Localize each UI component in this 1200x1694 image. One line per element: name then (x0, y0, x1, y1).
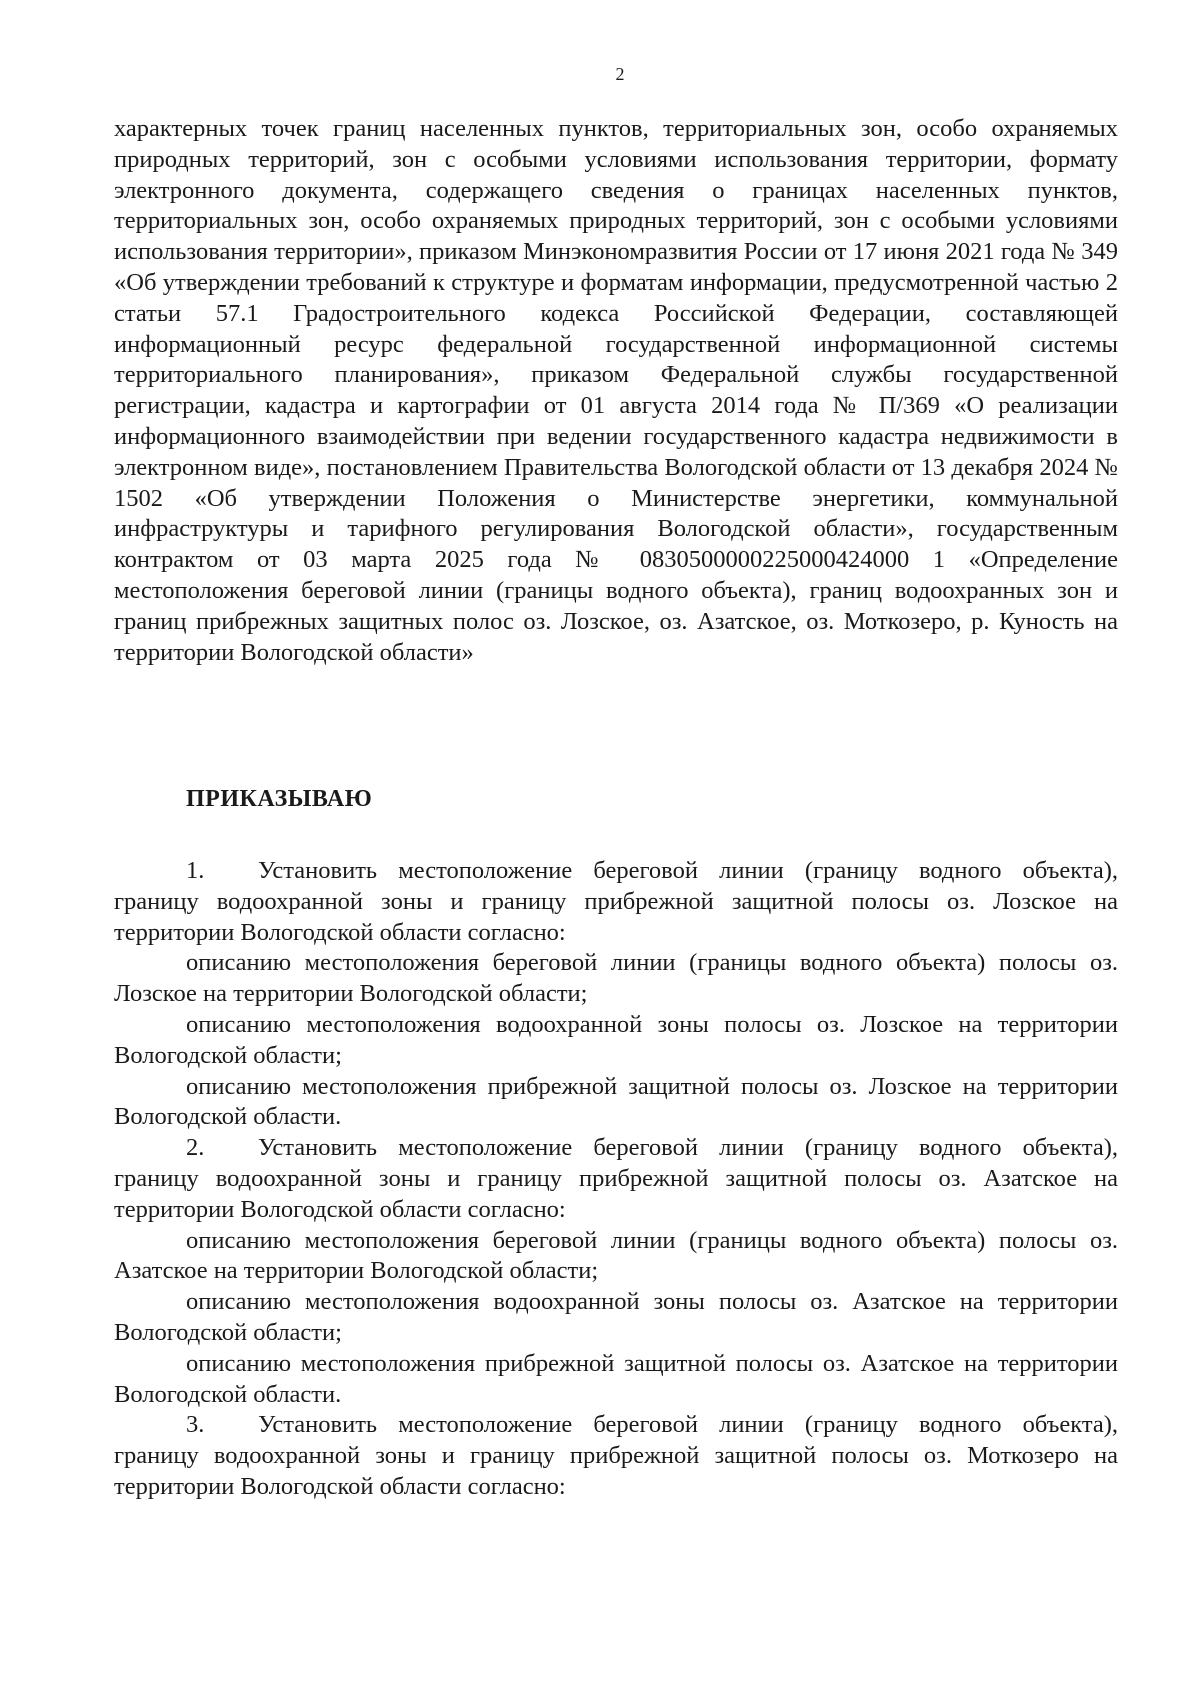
page-number: 2 (615, 64, 625, 84)
order-item-2 (114, 1133, 1118, 1225)
preamble-paragraph: характерных точек границ населенных пунктов, территориальных зон, особо охраняемых природных территорий, зон с особыми условиями использования территории, формату электронного документа, содержащего сведения о границах населенных пунктов, территориальных зон, особо охраняемых природных территорий, зон с особыми условиями использования территории», приказом Минэкономразвития России от 17 июня 2021 года № 349 «Об утверждении требований к структуре и форматам информации, предусмотренной частью 2 статьи 57.1 Градостроительного кодекса Российской Федерации, составляющей информационный ресурс федеральной государственной информационной системы территориального планирования», приказом Федеральной службы государственной регистрации, кадастра и картографии от 01 августа 2014 года № П/369 «О реализации информационного взаимодействии при ведении государственного кадастра недвижимости в электронном виде», постановлением Правительства Вологодской области от 13 декабря 2024 № 1502 «Об утверждении Положения о Министерстве энергетики, коммунальной инфраструктуры и тарифного регулирования Вологодской области», государственным контрактом от 03 марта 2025 года № 0830500000225000424000 1 «Определение местоположения береговой линии (границы водного объекта), границ водоохранных зон и границ прибрежных защитных полос оз. Лозское, оз. Азатское, оз. Моткозеро, р. Куность на территории Вологодской области» (114, 115, 1118, 666)
item-1-sub-2: описанию местоположения водоохранной зоны полосы оз. Лозское на территории Вологодской области; (114, 1010, 1118, 1069)
item-text: Установить местоположение береговой линии (границу водного объекта), границу водоохранной зоны и границу прибрежной защитной полосы оз. Моткозеро на территории Вологодской области согласно: (114, 1411, 1118, 1500)
item-text: Установить местоположение береговой линии (границу водного объекта), границу водоохранной зоны и границу прибрежной защитной полосы оз. Лозское на территории Вологодской области согласно: (114, 857, 1118, 946)
item-number: 2. (186, 1134, 205, 1162)
order-heading: ПРИКАЗЫВАЮ (186, 786, 373, 812)
item-2-sub-1: описанию местоположения береговой линии (границы водного объекта) полосы оз. Азатское на территории Вологодской области; (114, 1226, 1118, 1285)
order-item-1 (114, 856, 1118, 948)
order-item-3 (114, 1410, 1118, 1502)
item-text: Установить местоположение береговой линии (границу водного объекта), границу водоохранной зоны и границу прибрежной защитной полосы оз. Азатское на территории Вологодской области согласно: (114, 1134, 1118, 1223)
preamble-block (114, 114, 1118, 668)
item-number: 1. (186, 857, 205, 884)
item-2-sub-3: описанию местоположения прибрежной защитной полосы оз. Азатское на территории Вологодской области. (114, 1349, 1118, 1408)
item-2-sub-2: описанию местоположения водоохранной зоны полосы оз. Азатское на территории Вологодской области; (114, 1288, 1118, 1346)
item-1-sub-3: описанию местоположения прибрежной защитной полосы оз. Лозское на территории Вологодской области. (114, 1072, 1118, 1131)
order-items (114, 856, 1118, 1503)
item-number: 3. (186, 1411, 205, 1439)
item-1-sub-1: описанию местоположения береговой линии (границы водного объекта) полосы оз. Лозское на территории Вологодской области; (114, 949, 1118, 1008)
